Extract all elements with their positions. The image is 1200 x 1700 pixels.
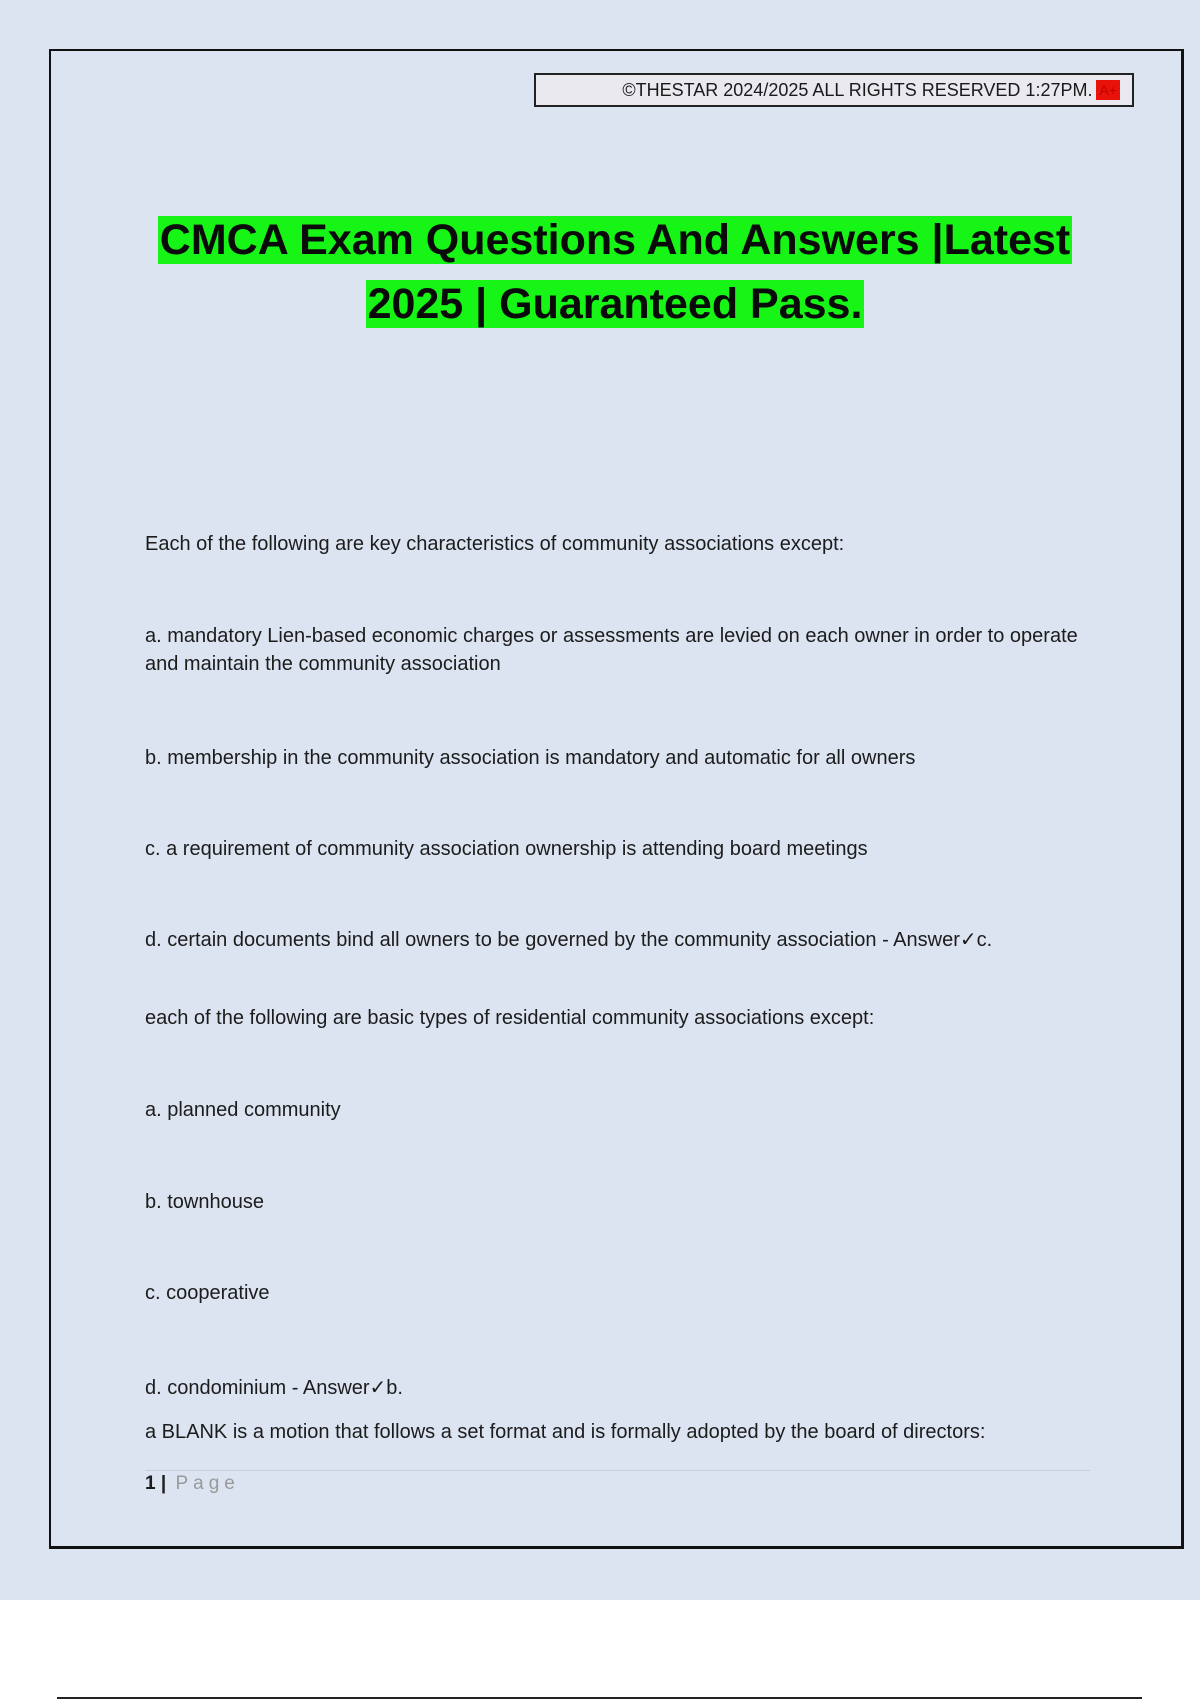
copyright-header bbox=[534, 73, 1134, 107]
question-1-option-b: b. membership in the community association is mandatory and automatic for all owners bbox=[145, 747, 916, 769]
question-2-option-a: a. planned community bbox=[145, 1099, 341, 1121]
question-2-option-b: b. townhouse bbox=[145, 1191, 264, 1213]
question-1-option-d: d. certain documents bind all owners to be governed by the community association - Answer✓c. bbox=[145, 929, 993, 951]
page-footer bbox=[145, 1473, 240, 1495]
copyright-text: ©THESTAR 2024/2025 ALL RIGHTS RESERVED 1:27PM. bbox=[622, 79, 1093, 100]
document-title bbox=[60, 208, 1170, 336]
bottom-rule bbox=[57, 1697, 1142, 1699]
title-line-1: CMCA Exam Questions And Answers |Latest bbox=[159, 216, 1071, 264]
page-label: Page bbox=[175, 1473, 240, 1494]
question-3: a BLANK is a motion that follows a set format and is formally adopted by the board of directors: bbox=[145, 1421, 986, 1443]
footer-separator: | bbox=[160, 1473, 167, 1494]
page-number: 1 bbox=[145, 1473, 156, 1494]
question-1-option-a: a. mandatory Lien-based economic charges or assessments are levied on each owner in order to operate and maintain the community association bbox=[145, 625, 1078, 675]
question-1: Each of the following are key characteristics of community associations except: bbox=[145, 533, 845, 555]
footer-divider bbox=[145, 1470, 1090, 1471]
question-2: each of the following are basic types of residential community associations except: bbox=[145, 1007, 875, 1029]
grade-badge: A+ bbox=[1096, 80, 1120, 100]
question-1-option-c: c. a requirement of community association ownership is attending board meetings bbox=[145, 838, 868, 860]
question-2-option-d: d. condominium - Answer✓b. bbox=[145, 1377, 403, 1399]
question-2-option-c: c. cooperative bbox=[145, 1282, 270, 1304]
title-line-2: 2025 | Guaranteed Pass. bbox=[367, 280, 863, 328]
